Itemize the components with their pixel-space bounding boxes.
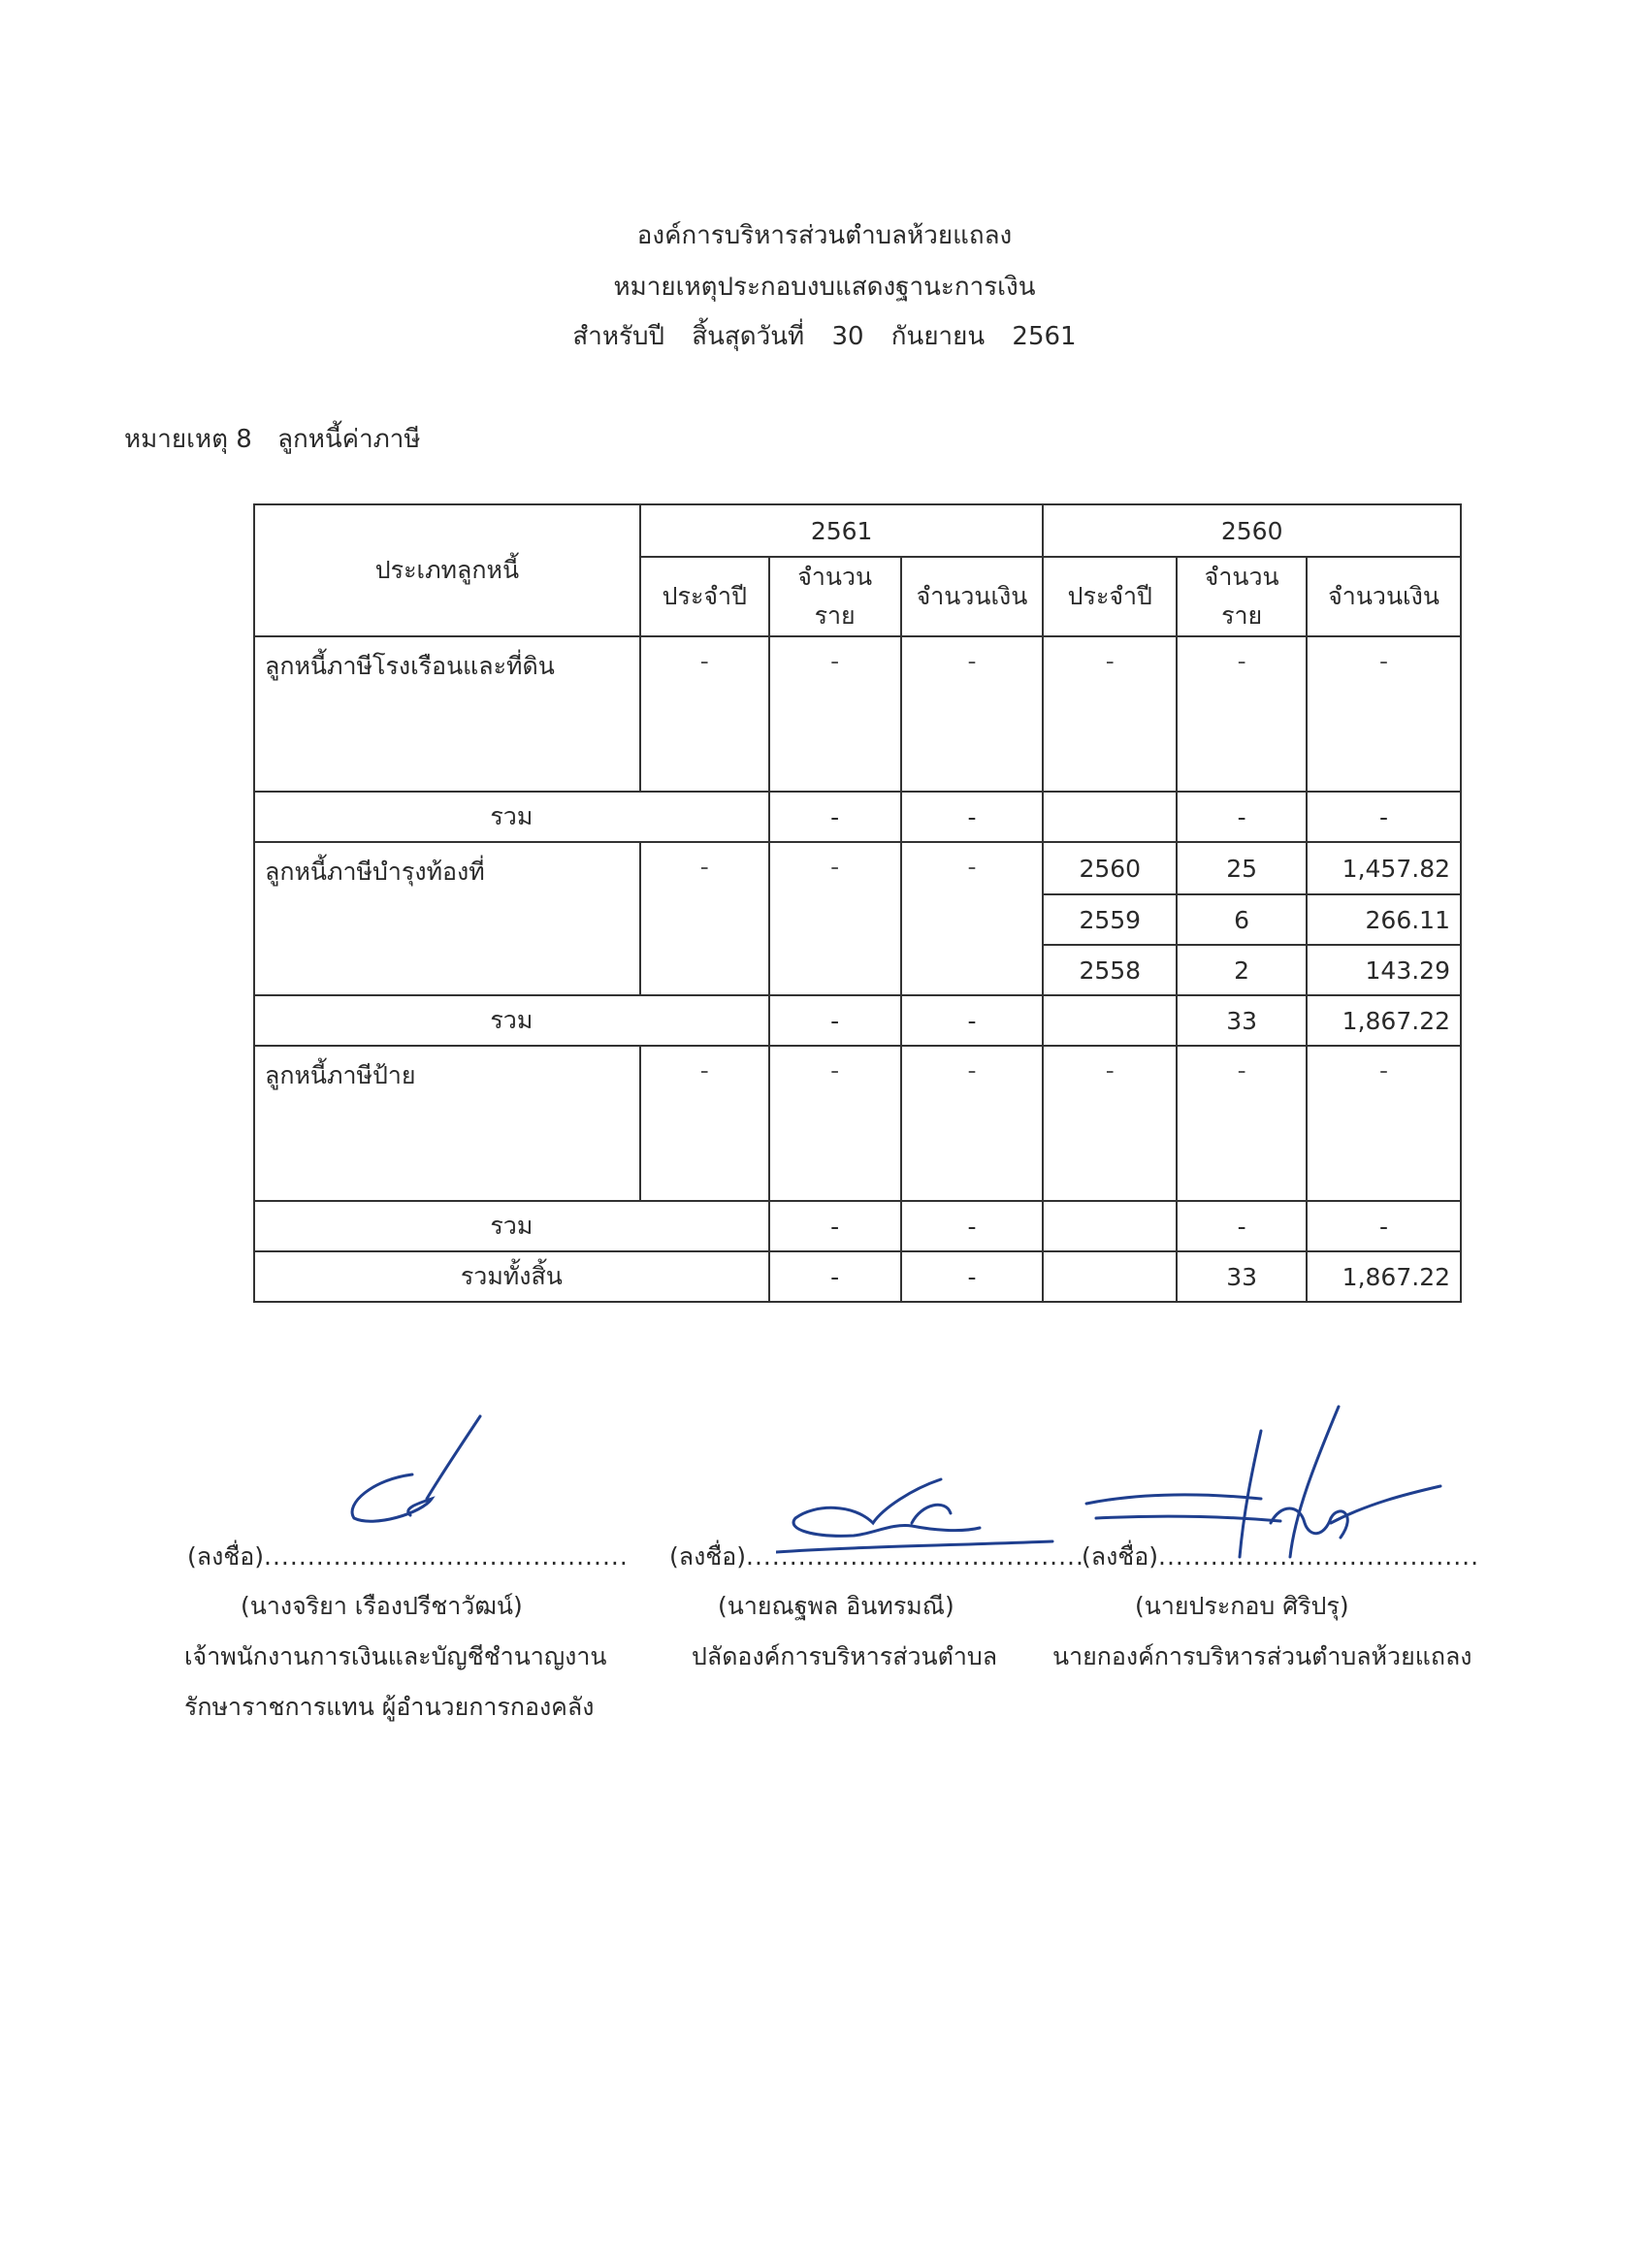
total-label: รวม [254, 995, 769, 1046]
col-header-year-b-count: จำนวนราย [1177, 557, 1307, 636]
cell-dash: - [1177, 1046, 1307, 1201]
total-year-b [1043, 995, 1177, 1046]
table-row [254, 842, 1461, 894]
total-count-b: - [1177, 792, 1307, 842]
table-row-total [254, 792, 1461, 842]
total-amount-a: - [901, 792, 1044, 842]
signature-dots: .......................................... [264, 1542, 629, 1571]
note-title: ลูกหนี้ค่าภาษี [277, 425, 421, 454]
cell-dash: - [901, 1046, 1044, 1201]
note-number: หมายเหตุ 8 [124, 425, 252, 454]
col-header-year-a-count: จำนวนราย [769, 557, 901, 636]
row-amount-b: 143.29 [1307, 945, 1461, 995]
period-prefix: สำหรับปี [572, 322, 664, 351]
signature-block-2 [669, 1538, 1084, 1576]
col-header-year-a: 2561 [640, 504, 1044, 557]
table-row [254, 1046, 1461, 1201]
tax-receivables-table [253, 503, 1462, 1303]
cell-dash: - [640, 1046, 769, 1201]
cell-dash: - [640, 636, 769, 792]
row-count-b: 6 [1177, 894, 1307, 945]
period-day: 30 [831, 322, 864, 351]
total-amount-b: - [1307, 1201, 1461, 1251]
col-header-year-a-fiscal: ประจำปี [640, 557, 769, 636]
period-label: สิ้นสุดวันที่ [692, 322, 805, 351]
col-header-year-b-amount: จำนวนเงิน [1307, 557, 1461, 636]
cell-dash: - [769, 842, 901, 995]
total-count-a: - [769, 995, 901, 1046]
total-amount-b: 1,867.22 [1307, 995, 1461, 1046]
grand-total-count-b: 33 [1177, 1251, 1307, 1302]
signer-1-position-2: รักษาราชการแทน ผู้อำนวยการกองคลัง [184, 1693, 595, 1721]
signature-block-1 [187, 1538, 629, 1576]
row-count-b: 25 [1177, 842, 1307, 894]
total-label: รวม [254, 1201, 769, 1251]
grand-total-amount-a: - [901, 1251, 1044, 1302]
header-row-years [254, 504, 1461, 557]
section-name: ลูกหนี้ภาษีป้าย [254, 1046, 640, 1201]
period-month: กันยายน [890, 322, 986, 351]
signer-2-position: ปลัดองค์การบริหารส่วนตำบล [692, 1642, 998, 1670]
signature-dots: ..................................... [1158, 1542, 1480, 1571]
total-amount-a: - [901, 995, 1044, 1046]
col-header-year-a-amount: จำนวนเงิน [901, 557, 1044, 636]
signer-1-position: เจ้าพนักงานการเงินและบัญชีชำนาญงาน [184, 1642, 607, 1670]
col-header-year-b: 2560 [1043, 504, 1461, 557]
grand-total-year-b [1043, 1251, 1177, 1302]
cell-dash: - [769, 636, 901, 792]
grand-total-amount-b: 1,867.22 [1307, 1251, 1461, 1302]
row-year-b: 2559 [1043, 894, 1177, 945]
cell-dash: - [1043, 636, 1177, 792]
col-header-year-b-fiscal: ประจำปี [1043, 557, 1177, 636]
table-row [254, 636, 1461, 792]
period-line [0, 316, 1649, 356]
cell-dash: - [1307, 1046, 1461, 1201]
sign-label: (ลงชื่อ) [669, 1542, 747, 1571]
signature-1-ink [335, 1407, 490, 1542]
section-name: ลูกหนี้ภาษีโรงเรือนและที่ดิน [254, 636, 640, 792]
cell-dash: - [901, 842, 1044, 995]
signer-1-name: (นางจริยา เรืองปรีชาวัฒน์) [241, 1592, 523, 1620]
row-year-b: 2560 [1043, 842, 1177, 894]
signer-3-name: (นายประกอบ ศิริปรุ) [1135, 1592, 1349, 1620]
signer-2-name: (นายณฐพล อินทรมณี) [718, 1592, 954, 1620]
cell-dash: - [1307, 636, 1461, 792]
period-year: 2561 [1012, 322, 1077, 351]
col-header-type: ประเภทลูกหนี้ [254, 504, 640, 636]
row-year-b: 2558 [1043, 945, 1177, 995]
sign-label: (ลงชื่อ) [1082, 1542, 1159, 1571]
signature-block-3 [1082, 1538, 1479, 1576]
row-amount-b: 1,457.82 [1307, 842, 1461, 894]
grand-total-label: รวมทั้งสิ้น [254, 1251, 769, 1302]
cell-dash: - [1177, 636, 1307, 792]
org-name: องค์การบริหารส่วนตำบลห้วยแถลง [636, 221, 1013, 250]
total-amount-a: - [901, 1201, 1044, 1251]
document-title: หมายเหตุประกอบงบแสดงฐานะการเงิน [613, 273, 1036, 302]
cell-dash: - [1043, 1046, 1177, 1201]
cell-dash: - [901, 636, 1044, 792]
row-count-b: 2 [1177, 945, 1307, 995]
table-row-total [254, 1201, 1461, 1251]
cell-dash: - [640, 842, 769, 995]
signature-dots: ....................................... [746, 1542, 1084, 1571]
total-count-a: - [769, 1201, 901, 1251]
total-count-b: - [1177, 1201, 1307, 1251]
total-count-b: 33 [1177, 995, 1307, 1046]
note-heading [124, 419, 438, 459]
total-year-b [1043, 792, 1177, 842]
total-year-b [1043, 1201, 1177, 1251]
sign-label: (ลงชื่อ) [187, 1542, 265, 1571]
total-label: รวม [254, 792, 769, 842]
section-name: ลูกหนี้ภาษีบำรุงท้องที่ [254, 842, 640, 995]
row-amount-b: 266.11 [1307, 894, 1461, 945]
total-amount-b: - [1307, 792, 1461, 842]
grand-total-count-a: - [769, 1251, 901, 1302]
signer-3-position: นายกองค์การบริหารส่วนตำบลห้วยแถลง [1052, 1642, 1472, 1670]
total-count-a: - [769, 792, 901, 842]
cell-dash: - [769, 1046, 901, 1201]
table-row-total [254, 995, 1461, 1046]
table-row-grand-total [254, 1251, 1461, 1302]
